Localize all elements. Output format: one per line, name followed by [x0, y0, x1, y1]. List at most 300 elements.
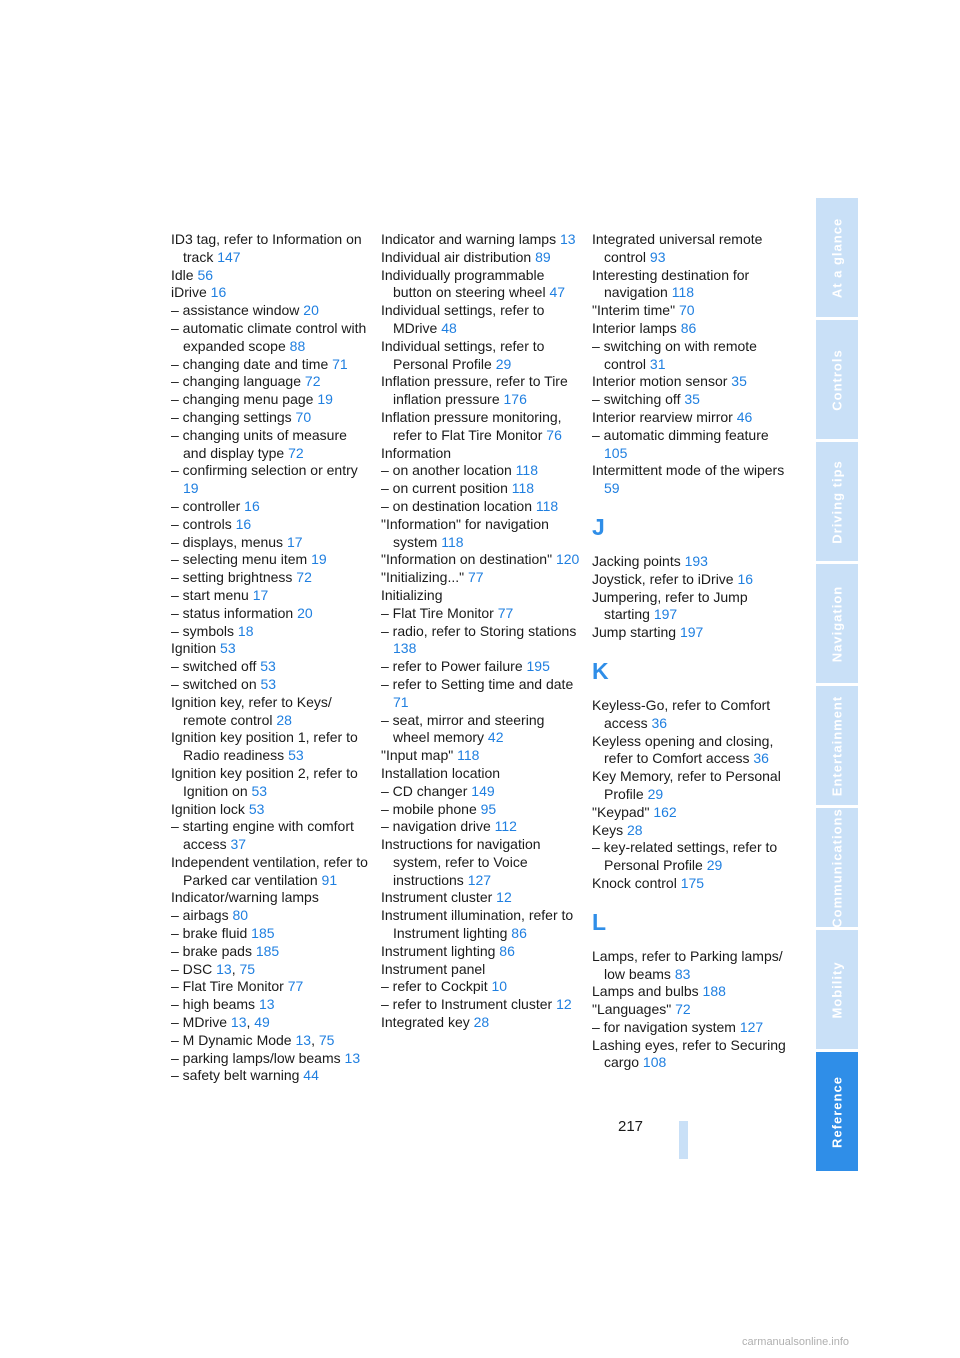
index-entry-text: – switching on with remote control: [592, 337, 757, 372]
index-entry: [171, 640, 371, 658]
page-reference-link[interactable]: 53: [260, 658, 276, 675]
index-entry-text: Ignition key, refer to Keys/ remote control: [171, 693, 332, 728]
page-reference-link[interactable]: 18: [237, 622, 254, 639]
index-entry-text: – radio, refer to Storing stations: [381, 622, 577, 639]
page-reference-link[interactable]: 185: [255, 942, 280, 959]
index-entry: [171, 1050, 371, 1068]
index-entry: [381, 445, 581, 463]
page-reference-link[interactable]: 29: [706, 857, 723, 874]
index-entry-text: – displays, menus: [171, 533, 284, 550]
page-reference-link[interactable]: 193: [684, 552, 708, 569]
index-entry: [381, 623, 581, 659]
index-letter-heading: K: [592, 657, 609, 684]
index-entry: [171, 978, 371, 996]
index-entry-text: Knock control: [592, 874, 677, 891]
page-reference-link[interactable]: 17: [252, 586, 269, 603]
index-entry-text: – automatic climate control with expanded scope: [171, 319, 367, 354]
index-entry: [171, 534, 371, 552]
index-entry: [381, 409, 581, 445]
index-entry-text: Interior rearview mirror: [592, 408, 733, 425]
index-entry: [171, 854, 371, 890]
page-reference-link[interactable]: 13: [344, 1049, 361, 1066]
page-reference-link[interactable]: 35: [731, 373, 747, 390]
index-entry: [381, 783, 581, 801]
page-reference-link[interactable]: 86: [511, 925, 527, 942]
page-reference-link[interactable]: 16: [235, 515, 252, 532]
index-entry-text: Lamps and bulbs: [592, 983, 699, 1000]
page-reference-link[interactable]: 19: [183, 480, 199, 497]
page-reference-link[interactable]: 49: [254, 1014, 270, 1031]
index-entry-text: – starting engine with comfort access: [171, 818, 354, 853]
index-entry: [171, 284, 371, 302]
page-reference-link[interactable]: 20: [297, 604, 313, 621]
index-entry-text: Ignition lock: [171, 800, 245, 817]
page-reference-link[interactable]: 195: [526, 658, 550, 675]
index-entry: [381, 658, 581, 676]
index-entry-text: – start menu: [171, 586, 249, 603]
index-entry-text: Instructions for navigation system, refer to Voice instructions: [381, 836, 541, 888]
page-reference-link[interactable]: 197: [679, 624, 704, 641]
index-entry-text: – automatic dimming feature: [592, 426, 769, 443]
index-entry-text: Instrument illumination, refer to Instrument lighting: [381, 907, 574, 942]
index-entry: [592, 1001, 792, 1019]
index-entry: [171, 462, 371, 498]
index-entry: [171, 623, 371, 641]
index-entry-text: Keyless opening and closing, refer to Comfort access: [592, 732, 774, 767]
index-entry-text: Jacking points: [592, 552, 681, 569]
index-entry: [171, 907, 371, 925]
page-reference-link[interactable]: 53: [248, 800, 265, 817]
index-entry-text: Instrument cluster: [381, 889, 493, 906]
page-reference-link[interactable]: 35: [684, 391, 700, 408]
page-reference-link[interactable]: 197: [653, 606, 678, 623]
index-entry: [171, 818, 371, 854]
index-entry: [381, 961, 581, 979]
page-reference-link[interactable]: 127: [467, 871, 492, 888]
page-reference-link[interactable]: 75: [239, 960, 256, 977]
index-entry-text: Installation location: [381, 764, 501, 781]
index-entry: [381, 569, 581, 587]
page-reference-link[interactable]: 12: [496, 889, 512, 906]
index-entry-text: – on another location: [381, 462, 512, 479]
index-entry-text: – high beams: [171, 996, 256, 1013]
page-reference-link[interactable]: 108: [642, 1054, 667, 1071]
page-reference-link[interactable]: 77: [287, 978, 304, 995]
index-entry-text: iDrive: [171, 284, 207, 301]
index-entry: [592, 267, 792, 303]
index-entry-text: "Interim time": [592, 302, 676, 319]
index-entry: – MDrive 13, 49: [171, 1014, 270, 1031]
index-entry: [171, 427, 371, 463]
index-entry: – M Dynamic Mode 13, 75: [171, 1031, 335, 1048]
page-reference-link[interactable]: 118: [535, 497, 559, 514]
page-reference-link[interactable]: 48: [441, 319, 457, 336]
index-entry: [592, 983, 792, 1001]
index-entry-text: Keys: [592, 821, 624, 838]
index-entry: [171, 409, 371, 427]
tab-at-a-glance[interactable]: [816, 198, 858, 317]
page-reference-link[interactable]: 93: [649, 248, 666, 265]
page-reference-link[interactable]: 118: [671, 284, 695, 301]
index-entry: [592, 553, 792, 571]
index-entry-text: – on current position: [381, 480, 508, 497]
page-reference-link[interactable]: 16: [737, 570, 754, 587]
page-reference-link[interactable]: 13: [560, 231, 576, 247]
index-entry: [381, 978, 581, 996]
index-entry: [592, 589, 792, 625]
index-entry: [381, 373, 581, 409]
index-entry-text: Lashing eyes, refer to Securing cargo: [592, 1036, 786, 1071]
index-entry: [171, 943, 371, 961]
page-reference-link[interactable]: 17: [286, 533, 303, 550]
index-entry: [381, 801, 581, 819]
index-entry: [381, 302, 581, 338]
index-entry-text: Keyless-Go, refer to Comfort access: [592, 696, 771, 731]
index-entry-text: – mobile phone: [381, 800, 477, 817]
tab-label: Communications: [829, 807, 845, 928]
index-entry-text: – changing settings: [171, 408, 292, 425]
page-reference-link[interactable]: 31: [649, 355, 666, 372]
index-entry: [592, 462, 792, 498]
index-entry-text: – confirming selection or entry: [171, 462, 358, 479]
index-entry: [592, 875, 792, 893]
index-entry: [381, 498, 581, 516]
index-letter-heading: L: [592, 908, 607, 935]
tab-entertainment[interactable]: [816, 686, 858, 805]
page-reference-link[interactable]: 29: [495, 355, 512, 372]
page-reference-link[interactable]: 28: [473, 1014, 490, 1031]
index-entry: [381, 249, 581, 267]
page-reference-link[interactable]: 127: [739, 1018, 764, 1035]
index-entry-text: – seat, mirror and steering wheel memory: [381, 711, 545, 746]
index-entry-text: – controls: [171, 515, 232, 532]
page-reference-link[interactable]: 13: [295, 1031, 312, 1048]
index-entry-text: – refer to Setting time and date: [381, 675, 574, 692]
page-reference-link[interactable]: 36: [753, 750, 769, 767]
page-reference-link[interactable]: 147: [217, 248, 241, 265]
index-entry-text: Instrument panel: [381, 960, 486, 977]
tab-driving-tips[interactable]: [816, 442, 858, 561]
index-entry-text: – brake fluid: [171, 925, 248, 942]
page-reference-link[interactable]: 95: [480, 800, 497, 817]
index-entry: [171, 658, 371, 676]
index-entry: [171, 320, 371, 356]
index-entry-text: Information: [381, 444, 452, 461]
page-reference-link[interactable]: 28: [276, 711, 292, 728]
index-entry: [592, 409, 792, 427]
index-entry-text: – switched off: [171, 658, 257, 675]
index-entry: [171, 373, 371, 391]
chapter-tabs: [816, 198, 858, 1174]
index-entry-text: – changing language: [171, 373, 302, 390]
page-reference-link[interactable]: 70: [678, 302, 695, 319]
index-entry-text: Indicator/warning lamps: [171, 889, 319, 906]
index-entry-text: – airbags: [171, 907, 229, 924]
index-entry-text: – CD changer: [381, 782, 468, 799]
watermark: carmanualsonline.info: [742, 1336, 850, 1348]
page-reference-link[interactable]: 44: [303, 1067, 319, 1084]
page-reference-link[interactable]: 72: [304, 373, 321, 390]
page-reference-link[interactable]: 16: [244, 497, 260, 514]
page-reference-link[interactable]: 105: [604, 444, 628, 461]
index-entry: [381, 889, 581, 907]
index-entry-text: – M Dynamic Mode: [171, 1031, 292, 1048]
page-reference-link[interactable]: 13: [216, 960, 232, 977]
page-reference-link[interactable]: 37: [230, 836, 247, 853]
index-column-3: [592, 231, 792, 1072]
index-entry-text: – on destination location: [381, 497, 532, 514]
index-entry: [381, 765, 581, 783]
index-entry: [171, 302, 371, 320]
page-reference-link[interactable]: 89: [535, 248, 551, 265]
page-reference-link[interactable]: 29: [647, 785, 664, 802]
page-reference-link[interactable]: 70: [295, 408, 312, 425]
index-entry: [592, 839, 792, 875]
page-reference-link[interactable]: 28: [627, 821, 643, 838]
index-entry: [592, 804, 792, 822]
tab-controls[interactable]: [816, 320, 858, 439]
index-entry: [592, 320, 792, 338]
page-reference-link[interactable]: 77: [467, 569, 484, 586]
page-reference-link[interactable]: 176: [503, 391, 527, 408]
index-letter-heading: J: [592, 513, 605, 540]
index-entry: [171, 516, 371, 534]
index-entry: [381, 836, 581, 889]
page-reference-link[interactable]: 19: [317, 391, 333, 408]
index-entry-text: "Languages": [592, 1001, 672, 1018]
index-entry-text: Jump starting: [592, 624, 677, 641]
index-entry: [171, 569, 371, 587]
page-reference-link[interactable]: 86: [680, 319, 697, 336]
index-entry: [592, 571, 792, 589]
page-reference-link[interactable]: 13: [230, 1014, 247, 1031]
page-reference-link[interactable]: 149: [471, 782, 495, 799]
page-reference-link[interactable]: 72: [296, 569, 312, 586]
index-entry: [171, 498, 371, 516]
index-entry-text: – DSC: [171, 960, 213, 977]
tab-label: Mobility: [829, 960, 845, 1019]
index-entry-text: – selecting menu item: [171, 551, 308, 568]
index-entry: [171, 267, 371, 285]
page-reference-link[interactable]: 118: [441, 533, 464, 550]
index-entry-text: Interior motion sensor: [592, 373, 728, 390]
page-reference-link[interactable]: 53: [288, 747, 304, 764]
index-entry-text: – refer to Power failure: [381, 658, 523, 675]
tab-navigation[interactable]: [816, 564, 858, 683]
page-reference-link[interactable]: 118: [515, 462, 538, 479]
page-reference-link[interactable]: 175: [680, 874, 705, 891]
index-entry-text: – changing date and time: [171, 355, 329, 372]
index-entry: [171, 996, 371, 1014]
index-entry: [171, 605, 371, 623]
page-reference-link[interactable]: 86: [499, 942, 515, 959]
index-entry-text: – refer to Cockpit: [381, 978, 488, 995]
index-entry-text: – changing menu page: [171, 391, 314, 408]
index-entry-text: Ignition: [171, 640, 217, 657]
index-entry-text: Integrated key: [381, 1014, 470, 1031]
index-entry-text: Inflation pressure, refer to Tire inflation pressure: [381, 373, 568, 408]
page-number: 217: [618, 1118, 644, 1135]
index-entry-text: Idle: [171, 266, 194, 283]
index-entry-text: "Information" for navigation system: [381, 515, 549, 550]
index-entry-text: – MDrive: [171, 1014, 228, 1031]
index-entry: [592, 373, 792, 391]
index-entry-text: – symbols: [171, 622, 235, 639]
page-reference-link[interactable]: 10: [491, 978, 508, 995]
index-entry-text: Instrument lighting: [381, 942, 496, 959]
index-entry-text: Ignition key position 1, refer to Radio readiness: [171, 729, 358, 764]
index-entry: [381, 462, 581, 480]
index-entry: [381, 676, 581, 712]
page-reference-link[interactable]: 162: [653, 803, 677, 820]
tab-label: Entertainment: [829, 695, 845, 796]
index-entry: [171, 925, 371, 943]
page-reference-link[interactable]: 36: [651, 714, 668, 731]
index-entry: [592, 231, 792, 267]
page-reference-link[interactable]: 75: [318, 1031, 335, 1048]
page-reference-link[interactable]: 80: [232, 907, 249, 924]
index-entry-text: – Flat Tire Monitor: [171, 978, 284, 995]
page-reference-link[interactable]: 91: [321, 871, 338, 888]
page-reference-link[interactable]: 83: [674, 965, 691, 982]
page-reference-link[interactable]: 77: [497, 604, 514, 621]
index-entry-text: – status information: [171, 604, 294, 621]
index-entry-text: – assistance window: [171, 302, 300, 319]
index-entry: [381, 996, 581, 1014]
page-reference-link[interactable]: 53: [220, 640, 236, 657]
index-entry-text: Individual settings, refer to Personal Profile: [381, 337, 545, 372]
tab-mobility[interactable]: [816, 930, 858, 1049]
index-entry-text: ID3 tag, refer to Information on track: [171, 231, 362, 265]
page-reference-link[interactable]: 16: [210, 284, 227, 301]
index-entry: [381, 747, 581, 765]
page-reference-link[interactable]: 72: [675, 1001, 691, 1018]
index-entry-text: – switched on: [171, 675, 257, 692]
index-entry: [171, 676, 371, 694]
page-reference-link[interactable]: 13: [258, 996, 275, 1013]
page-reference-link[interactable]: 59: [604, 480, 620, 497]
index-entry: [381, 712, 581, 748]
index-entry: [381, 1014, 581, 1032]
index-entry: [592, 338, 792, 374]
page-reference-link[interactable]: 71: [332, 355, 348, 372]
page-reference-link[interactable]: 120: [555, 551, 580, 568]
index-entry-text: Interesting destination for navigation: [592, 266, 750, 301]
index-entry: [381, 338, 581, 374]
page-reference-link[interactable]: 72: [288, 444, 304, 461]
page-reference-link[interactable]: 46: [736, 408, 753, 425]
index-entry: [171, 231, 371, 267]
page-reference-link[interactable]: 138: [393, 640, 417, 657]
index-entry: [381, 587, 581, 605]
index-entry: [171, 765, 371, 801]
index-entry-text: – for navigation system: [592, 1018, 736, 1035]
page-reference-link[interactable]: 188: [702, 983, 726, 1000]
index-entry: [171, 551, 371, 569]
index-entry: [171, 391, 371, 409]
page-reference-link[interactable]: 88: [289, 337, 306, 354]
page-reference-link[interactable]: 53: [251, 782, 268, 799]
index-entry: [381, 907, 581, 943]
index-entry-text: – navigation drive: [381, 818, 491, 835]
index-entry: [592, 822, 792, 840]
index-column-2: [381, 231, 581, 1032]
tab-reference[interactable]: [816, 1052, 858, 1171]
index-entry-text: Indicator and warning lamps: [381, 231, 557, 247]
tab-label: Navigation: [829, 585, 845, 662]
tab-label: Driving tips: [829, 459, 845, 544]
page-reference-link[interactable]: 112: [494, 818, 517, 835]
page-reference-link[interactable]: 76: [546, 426, 562, 443]
page-reference-link[interactable]: 53: [260, 675, 277, 692]
index-entry-text: "Initializing...": [381, 569, 465, 586]
index-entry: [381, 605, 581, 623]
index-entry: [592, 391, 792, 409]
page-reference-link[interactable]: 118: [457, 747, 480, 764]
tab-label: Reference: [829, 1075, 845, 1148]
index-entry: [592, 733, 792, 769]
index-entry-text: Individual air distribution: [381, 248, 532, 265]
page-number-bar: [679, 1121, 688, 1159]
index-entry-text: Lamps, refer to Parking lamps/ low beams: [592, 947, 783, 982]
page-reference-link[interactable]: 56: [197, 266, 214, 283]
page-reference-link[interactable]: 20: [303, 302, 319, 319]
index-entry: [592, 1019, 792, 1037]
page-reference-link[interactable]: 19: [311, 551, 327, 568]
index-entry-text: Individually programmable button on steering wheel: [381, 266, 546, 301]
tab-label: Controls: [829, 348, 845, 411]
page-reference-link[interactable]: 185: [251, 925, 275, 942]
index-entry-text: "Input map": [381, 747, 454, 764]
index-entry-text: Integrated universal remote control: [592, 231, 763, 265]
index-entry-text: – brake pads: [171, 942, 252, 959]
index-entry: [171, 801, 371, 819]
page-reference-link[interactable]: 71: [393, 693, 409, 710]
index-entry: [171, 1067, 371, 1085]
index-entry: [171, 889, 371, 907]
page-reference-link[interactable]: 12: [556, 996, 572, 1013]
index-entry: [171, 356, 371, 374]
index-entry: [592, 427, 792, 463]
index-entry-text: – refer to Instrument cluster: [381, 996, 553, 1013]
index-entry-text: "Information on destination": [381, 551, 553, 568]
index-entry: [381, 231, 581, 249]
index-entry: [171, 587, 371, 605]
page-reference-link[interactable]: 118: [511, 480, 535, 497]
index-entry: [592, 948, 792, 984]
index-entry-text: Inflation pressure monitoring, refer to Flat Tire Monitor: [381, 408, 562, 443]
index-entry-text: Joystick, refer to iDrive: [592, 570, 734, 587]
index-entry: [381, 480, 581, 498]
page-reference-link[interactable]: 42: [487, 729, 504, 746]
index-entry-text: – parking lamps/low beams: [171, 1049, 341, 1066]
index-entry: [381, 818, 581, 836]
index-entry: [171, 694, 371, 730]
index-entry-text: Ignition key position 2, refer to Ignition on: [171, 764, 358, 799]
index-entry: [171, 729, 371, 765]
index-entry-text: – Flat Tire Monitor: [381, 604, 494, 621]
index-entry: [592, 768, 792, 804]
index-entry-text: – switching off: [592, 391, 681, 408]
tab-communications[interactable]: [816, 808, 858, 927]
index-entry: [381, 516, 581, 552]
index-entry-text: Individual settings, refer to MDrive: [381, 302, 545, 336]
index-entry: [381, 551, 581, 569]
index-entry-text: Key Memory, refer to Personal Profile: [592, 768, 781, 802]
page-reference-link[interactable]: 47: [549, 284, 566, 301]
index-entry-text: Intermittent mode of the wipers: [592, 462, 785, 479]
index-entry: [592, 302, 792, 320]
